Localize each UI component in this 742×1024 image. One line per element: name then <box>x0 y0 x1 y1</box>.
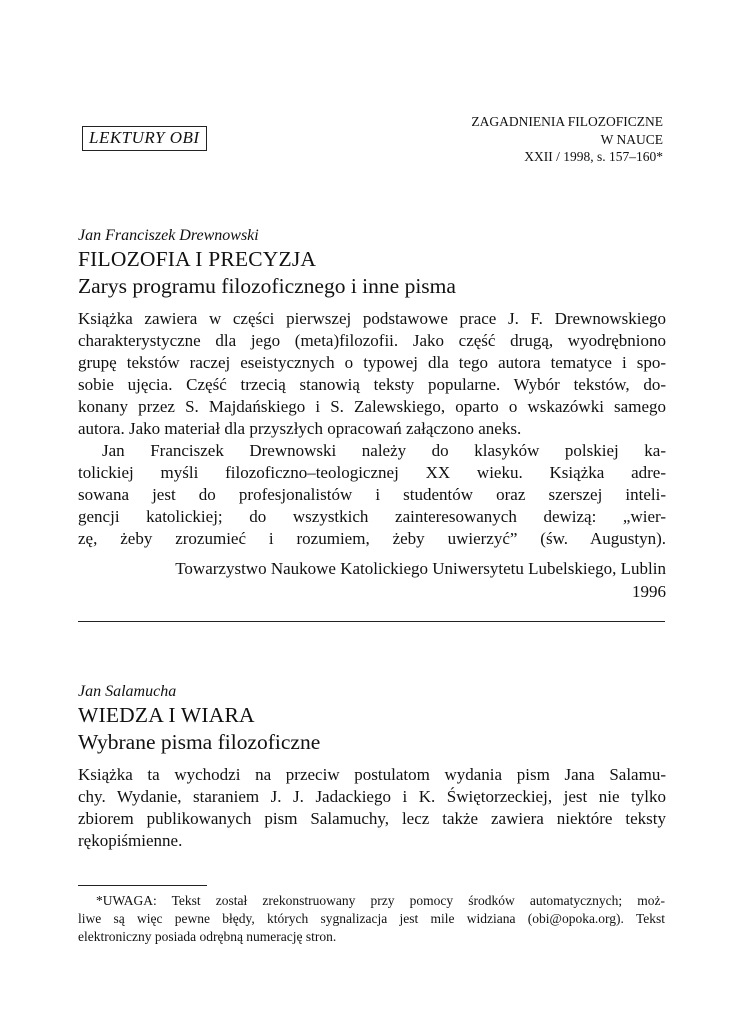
text-line: Książka zawiera w części pierwszej podstawowe prace J. F. Drewnowskiego <box>78 309 666 328</box>
entry-publisher <box>78 557 666 603</box>
footnote-line: *UWAGA: Tekst został zrekonstruowany przy pomocy środków automatycznych; moż- <box>96 893 665 908</box>
footnote-line: liwe są więc pewne błędy, których sygnalizacja jest mile widziana (obi@opoka.org). Tekst <box>78 911 665 926</box>
section-divider <box>78 621 665 622</box>
footnote-line: elektroniczny posiada odrębną numerację stron. <box>78 929 337 944</box>
text-line: rękopiśmienne. <box>78 831 183 850</box>
entry-title: WIEDZA I WIARA <box>78 703 255 727</box>
text-line: sowana jest do profesjonalistów i studentów oraz szerszej inteli- <box>78 485 666 504</box>
text-line: chy. Wydanie, staraniem J. J. Jadackiego i K. Świętorzeckiej, jest nie tylko <box>78 787 666 806</box>
footnote <box>78 892 665 946</box>
text-line: tolickiej myśli filozoficzno–teologicznej XX wieku. Książka adre- <box>78 463 666 482</box>
text-line: autora. Jako materiał dla przyszłych opracowań załączono aneks. <box>78 419 522 438</box>
entry-author: Jan Salamucha <box>78 683 177 700</box>
book-entry-salamucha <box>78 682 666 852</box>
footnote-divider <box>78 885 207 886</box>
text-line: zę, żeby zrozumieć i rozumiem, żeby uwierzyć” (św. Augustyn). <box>78 529 666 548</box>
text-line: grupę tekstów raczej eseistycznych o typowej dla tego autora tematyce i spo- <box>78 353 666 372</box>
journal-issue: XXII / 1998, s. 157–160* <box>524 149 663 164</box>
series-label-box <box>82 126 207 151</box>
series-label: LEKTURY OBI <box>89 128 200 147</box>
journal-header <box>471 113 663 166</box>
text-line: gencji katolickiej; do wszystkich zainteresowanych dewizą: „wier- <box>78 507 666 526</box>
text-line: Jan Franciszek Drewnowski należy do klasyków polskiej ka- <box>102 441 666 460</box>
text-line: Książka ta wychodzi na przeciw postulatom wydania pism Jana Salamu- <box>78 765 666 784</box>
text-line: zbiorem publikowanych pism Salamuchy, lecz także zawiera niektóre teksty <box>78 809 666 828</box>
entry-paragraph-1 <box>78 764 666 852</box>
entry-author: Jan Franciszek Drewnowski <box>78 227 259 244</box>
entry-title: FILOZOFIA I PRECYZJA <box>78 247 317 271</box>
text-line: charakterystyczne dla jego (meta)filozofii. Jako część drugą, wyodrębniono <box>78 331 666 350</box>
entry-paragraph-1 <box>78 308 666 440</box>
publication-year: 1996 <box>632 582 666 601</box>
text-line: sobie ujęcia. Część trzecią stanowią teksty popularne. Wybór tekstów, do- <box>78 375 666 394</box>
publisher-name: Towarzystwo Naukowe Katolickiego Uniwersytetu Lubelskiego, Lublin <box>175 559 666 578</box>
entry-paragraph-2 <box>78 440 666 550</box>
journal-title: ZAGADNIENIA FILOZOFICZNE <box>471 114 663 129</box>
entry-subtitle: Zarys programu filozoficznego i inne pisma <box>78 274 456 298</box>
book-entry-drewnowski <box>78 226 666 603</box>
entry-subtitle: Wybrane pisma filozoficzne <box>78 730 321 754</box>
text-line: konany przez S. Majdańskiego i S. Zalewskiego, oparto o wskazówki samego <box>78 397 666 416</box>
journal-subtitle: W NAUCE <box>600 131 663 147</box>
